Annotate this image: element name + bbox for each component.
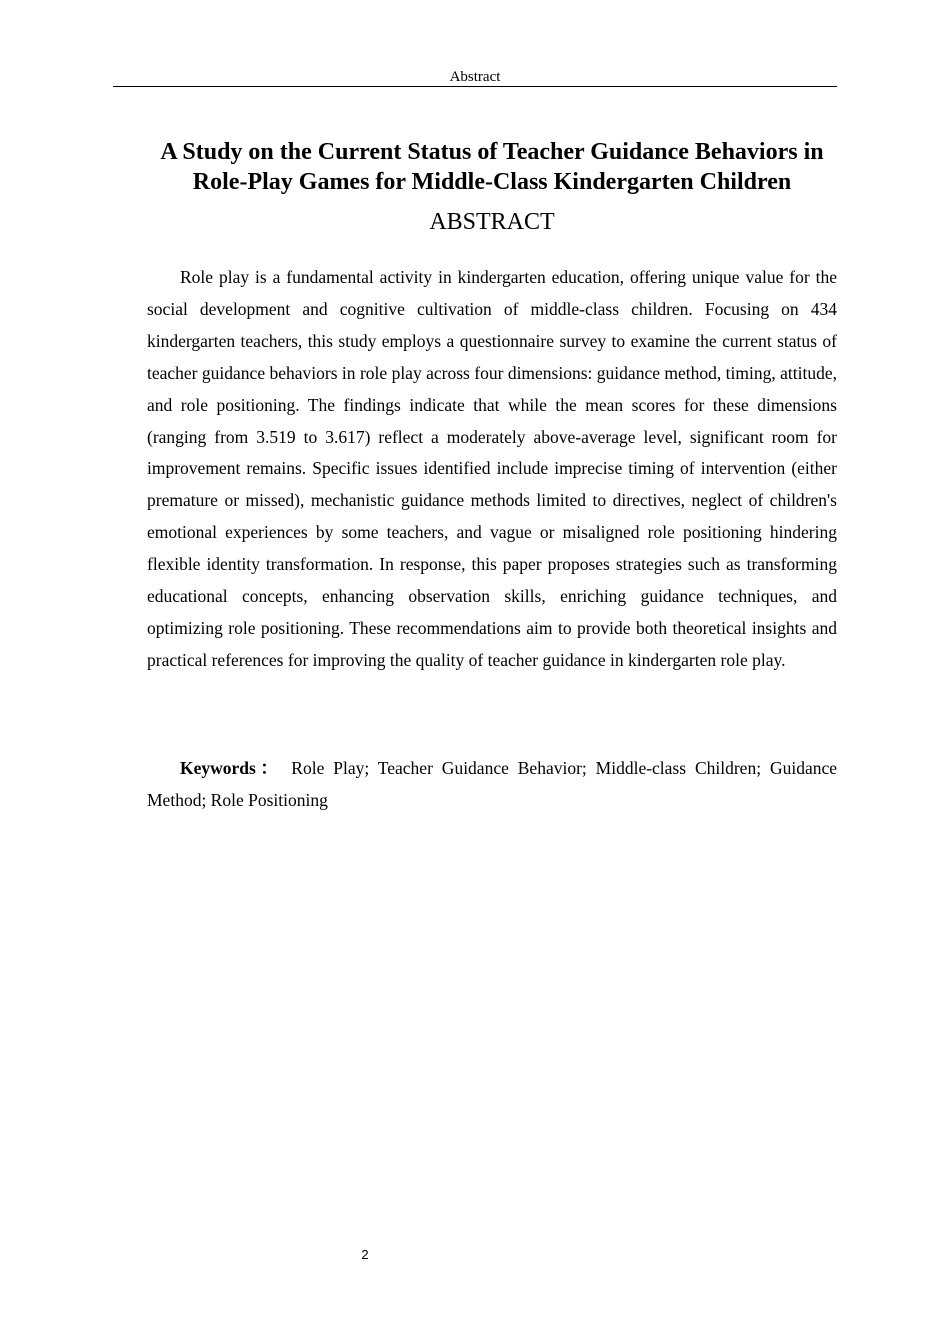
- keywords-paragraph: [147, 753, 837, 817]
- abstract-body: Role play is a fundamental activity in kindergarten education, offering unique value for the social development and cognitive cultivation of middle-class children. Focusing on 434 kindergarten teachers, this study employs a questionnaire survey to examine the current status of teacher guidance behaviors in role play across four dimensions: guidance method, timing, attitude, and role positioning. The findings indicate that while the mean scores for these dimensions (ranging from 3.519 to 3.617) reflect a moderately above-average level, significant room for improvement remains. Specific issues identified include imprecise timing of intervention (either premature or missed), mechanistic guidance methods limited to directives, neglect of children's emotional experiences by some teachers, and vague or misaligned role positioning hindering flexible identity transformation. In response, this paper proposes strategies such as transforming educational concepts, enhancing observation skills, enriching guidance techniques, and optimizing role positioning. These recommendations aim to provide both theoretical insights and practical references for improving the quality of teacher guidance in kindergarten role play.: [147, 267, 837, 670]
- keywords-label: Keywords：: [180, 758, 283, 778]
- keywords-list: Role Play; Teacher Guidance Behavior; Middle-class Children; Guidance Method; Role Positioning: [147, 758, 838, 810]
- running-header: Abstract: [113, 68, 837, 87]
- abstract-heading: ABSTRACT: [429, 209, 555, 235]
- paper-title: A Study on the Current Status of Teacher Guidance Behaviors in Role-Play Games for Middle-Class Kindergarten Children: [160, 139, 824, 195]
- page-number: 2: [361, 1247, 369, 1262]
